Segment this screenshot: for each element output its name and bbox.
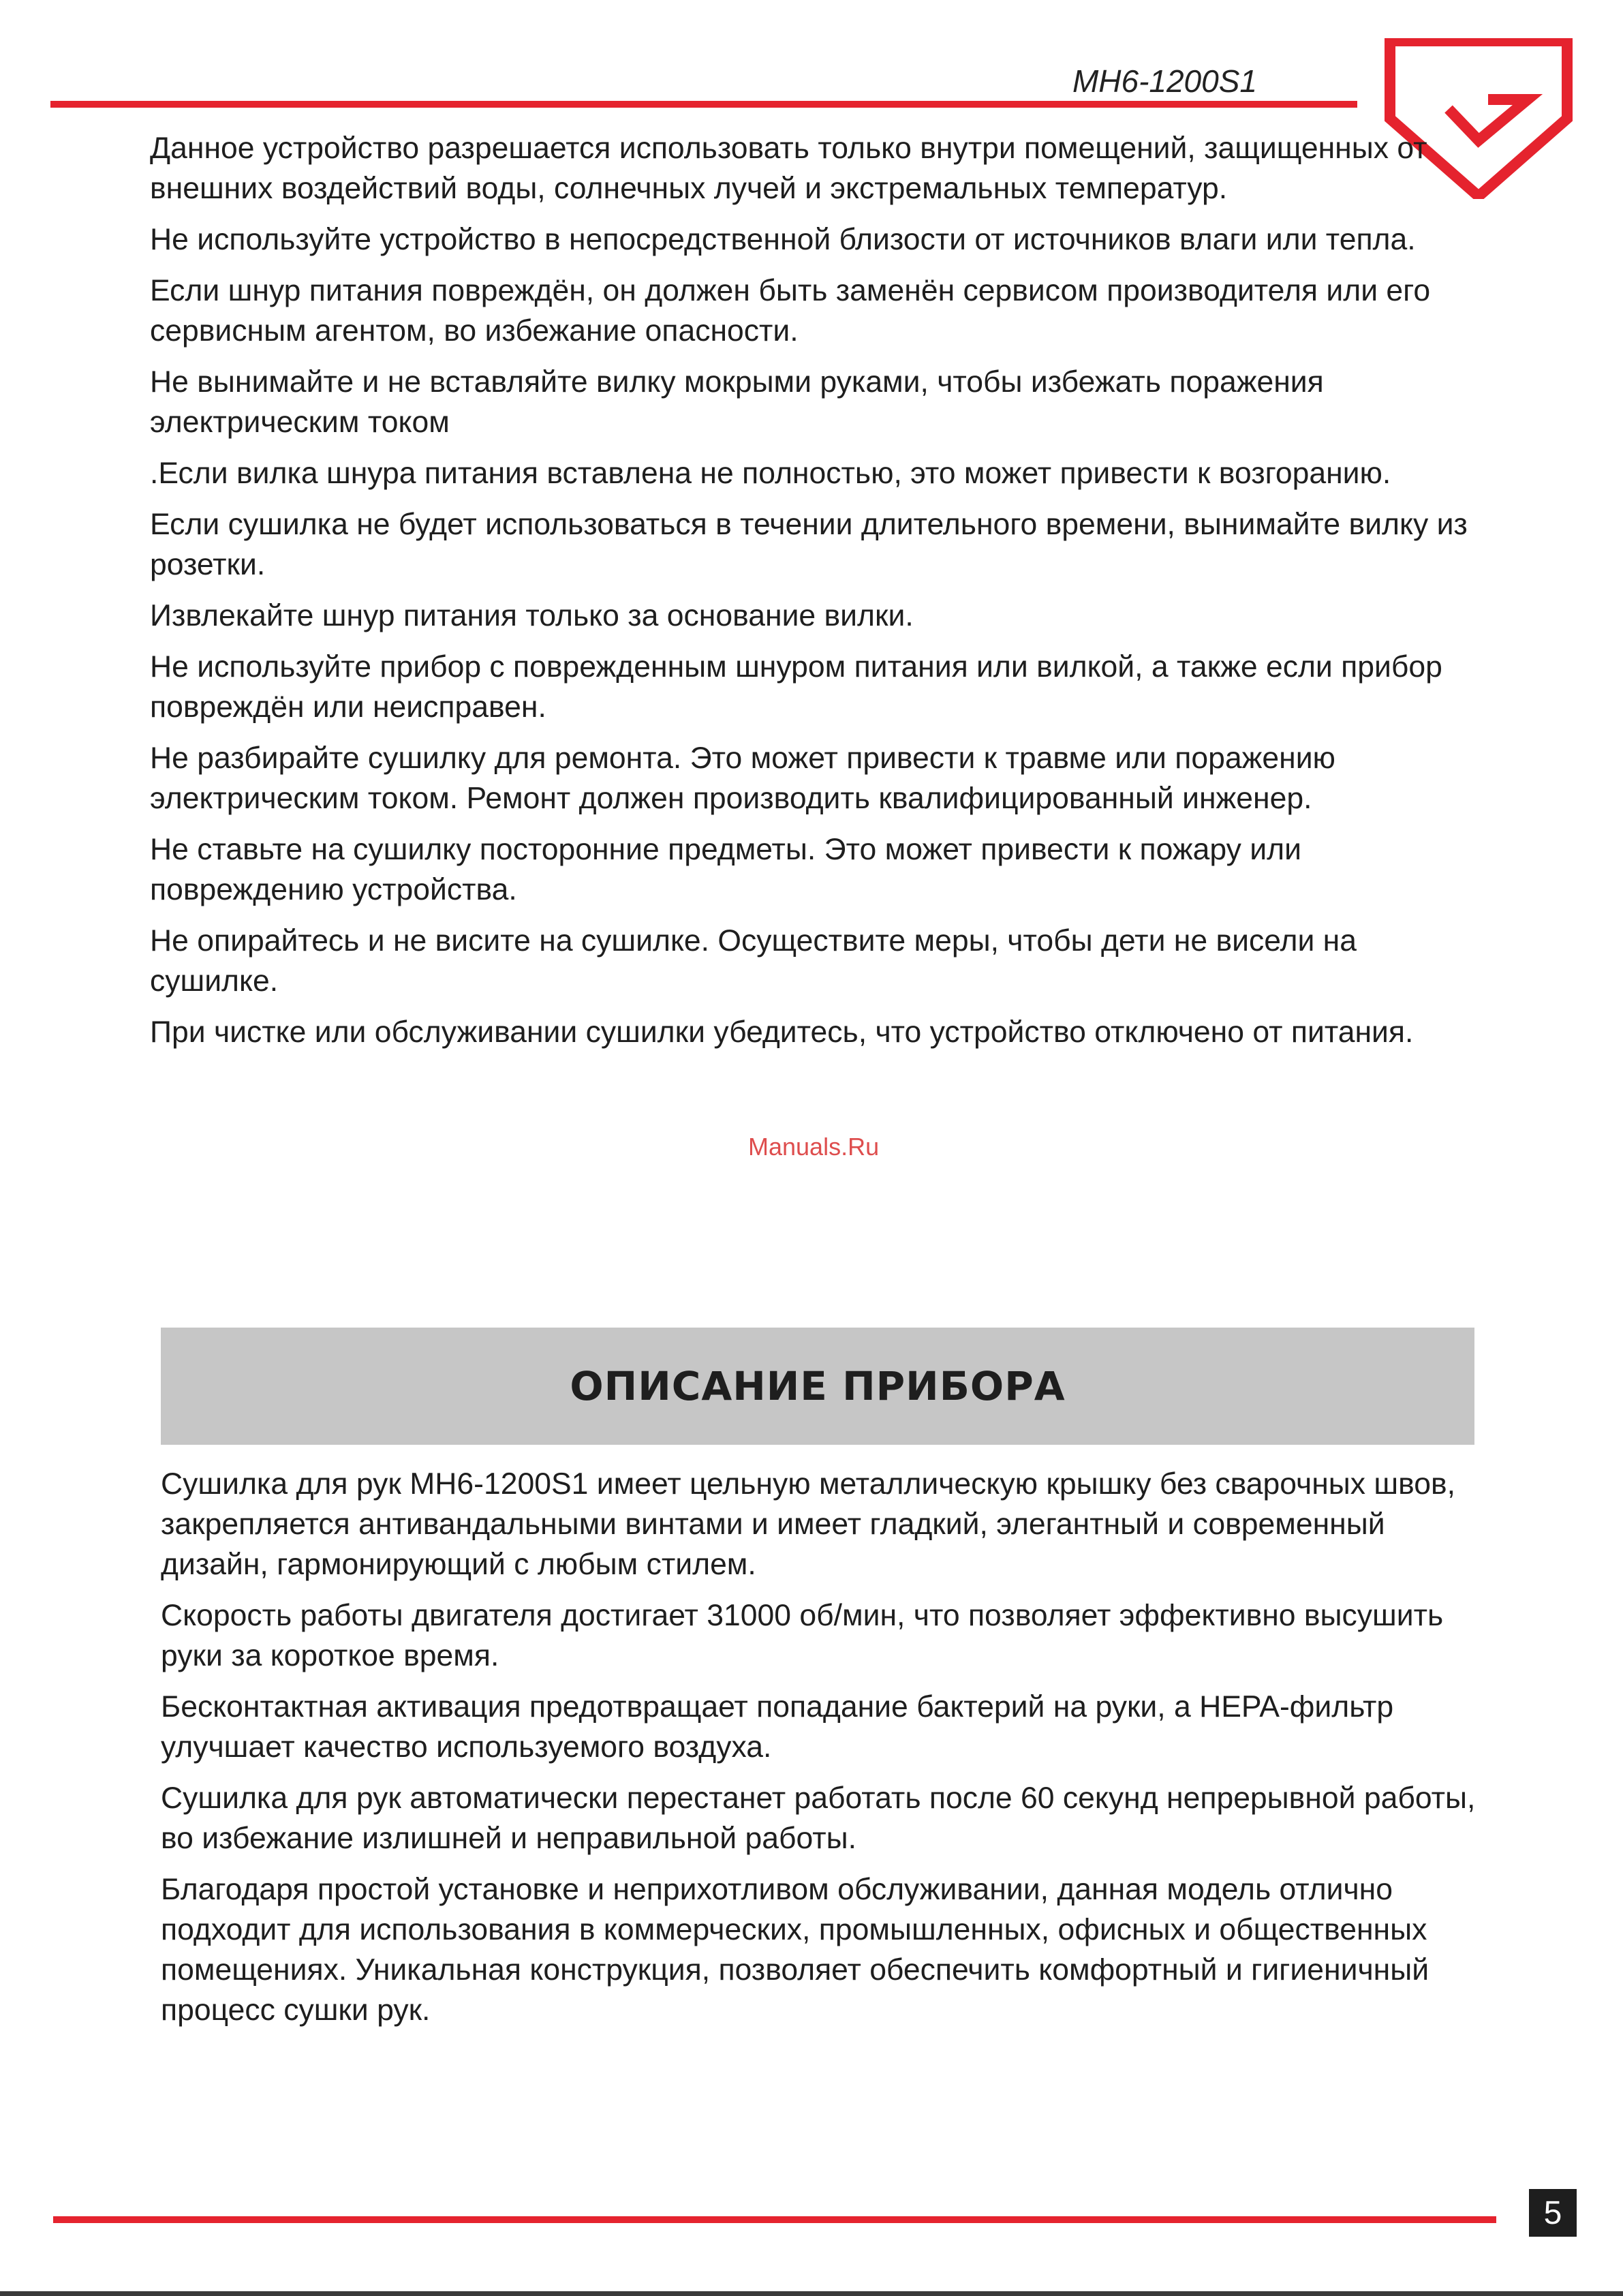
model-number: MH6-1200S1 bbox=[1072, 63, 1257, 99]
section-title: ОПИСАНИЕ ПРИБОРА bbox=[570, 1363, 1066, 1409]
description-paragraph: Бесконтактная активация предотвращает попадание бактерий на руки, а HEPA-фильтр улучшает качество используемого воздуха. bbox=[161, 1690, 1394, 1764]
page-edge bbox=[0, 2291, 1623, 2296]
safety-paragraph: При чистке или обслуживании сушилки убедитесь, что устройство отключено от питания. bbox=[150, 1015, 1414, 1049]
safety-paragraph: Если шнур питания повреждён, он должен быть заменён сервисом производителя или его сервисным агентом, во избежание опасности. bbox=[150, 274, 1431, 348]
safety-paragraph: Извлекайте шнур питания только за основание вилки. bbox=[150, 599, 914, 632]
safety-paragraph: Не опирайтесь и не висите на сушилке. Осуществите меры, чтобы дети не висели на сушилке. bbox=[150, 924, 1357, 998]
safety-paragraph: Не используйте устройство в непосредственной близости от источников влаги или тепла. bbox=[150, 223, 1416, 256]
safety-paragraph: .Если вилка шнура питания вставлена не полностью, это может привести к возгоранию. bbox=[150, 457, 1391, 490]
safety-paragraph: Не разбирайте сушилку для ремонта. Это может привести к травме или поражению электрическим током. Ремонт должен производить квалифицированный инженер. bbox=[150, 741, 1335, 815]
safety-paragraph: Не вынимайте и не вставляйте вилку мокрыми руками, чтобы избежать поражения электрическим током bbox=[150, 365, 1324, 439]
description-paragraph: Скорость работы двигателя достигает 31000 об/мин, что позволяет эффективно высушить руки за короткое время. bbox=[161, 1599, 1444, 1672]
header-rule bbox=[50, 101, 1357, 108]
footer-rule bbox=[53, 2216, 1496, 2223]
description-paragraph: Благодаря простой установке и неприхотливом обслуживании, данная модель отлично подходит для использования в коммерческих, промышленных, офисных и общественных помещениях. Уникальная конструкция, позволяет обеспечить комфортный и гигиеничный процесс сушки рук. bbox=[161, 1873, 1429, 2027]
description-paragraph: Сушилка для рук MH6-1200S1 имеет цельную металлическую крышку без сварочных швов, закрепляется антивандальными винтами и имеет гладкий, элегантный и современный дизайн, гармонирующий с любым стилем. bbox=[161, 1467, 1455, 1581]
section-banner bbox=[161, 1328, 1474, 1445]
page-number: 5 bbox=[1529, 2189, 1577, 2237]
description-paragraph: Сушилка для рук автоматически перестанет работать после 60 секунд непрерывной работы, во избежание излишней и неправильной работы. bbox=[161, 1781, 1476, 1855]
watermark: Manuals.Ru bbox=[748, 1133, 880, 1161]
safety-paragraph: Не используйте прибор с поврежденным шнуром питания или вилкой, а также если прибор повреждён или неисправен. bbox=[150, 650, 1442, 724]
safety-instructions bbox=[150, 128, 1479, 1063]
safety-paragraph: Если сушилка не будет использоваться в течении длительного времени, вынимайте вилку из розетки. bbox=[150, 508, 1468, 581]
description-text bbox=[161, 1464, 1489, 2041]
safety-paragraph: Данное устройство разрешается использовать только внутри помещений, защищенных от внешних воздействий воды, солнечных лучей и экстремальных температур. bbox=[150, 132, 1427, 205]
safety-paragraph: Не ставьте на сушилку посторонние предметы. Это может привести к пожару или повреждению устройства. bbox=[150, 833, 1301, 906]
